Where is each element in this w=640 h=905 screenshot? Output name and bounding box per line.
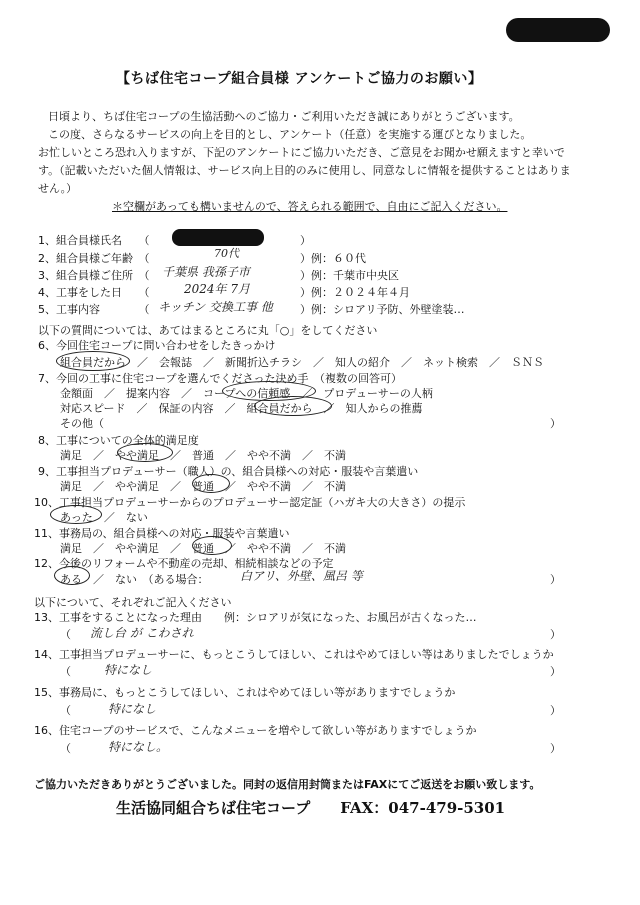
q7-options-1[interactable]: 金額面 ／ 提案内容 ／ コープへの信頼感 ／ プロデューサーの人柄 bbox=[60, 387, 433, 400]
q12-label: 12、今後のリフォームや不動産の売却、相続相談などの予定 bbox=[34, 557, 334, 570]
intro-line: お忙しいところ恐れ入りますが、下記のアンケートにご協力いただき、ご意見をお聞かせ願えますと幸いで bbox=[38, 146, 565, 159]
q12-answer[interactable]: 白アリ、外壁、風呂 等 bbox=[240, 569, 363, 583]
q16-label: 16、住宅コープのサービスで、こんなメニューを増やして欲しい等がありますでしょうか bbox=[34, 724, 477, 737]
intro-line: 日頃より、ちば住宅コープの生協活動へのご協力・ご利用いただき誠にありがとうございます。 bbox=[48, 110, 520, 123]
q16-open: （ bbox=[60, 742, 71, 755]
profile-name-close: ） bbox=[300, 234, 311, 247]
q7-other-close: ） bbox=[550, 417, 561, 430]
q11-selected-circle bbox=[192, 536, 232, 555]
profile-date-example: ）例：２０２４年４月 bbox=[300, 286, 410, 299]
footer-thanks: ご協力いただきありがとうございました。同封の返信用封筒またはFAXにてご返送をお願い致します。 bbox=[34, 778, 541, 791]
intro-line: この度、さらなるサービスの向上を目的とし、アンケート（任意）を実施する運びとなりました。 bbox=[48, 128, 532, 141]
profile-name-label: 1、組合員様氏名 （ bbox=[38, 234, 150, 247]
redacted-header-block bbox=[506, 18, 610, 42]
profile-work-value[interactable]: キッチン 交換工事 他 bbox=[158, 300, 273, 314]
q15-close: ） bbox=[550, 704, 561, 717]
q12-selected-circle bbox=[54, 566, 90, 585]
q15-open: （ bbox=[60, 704, 71, 717]
footer-contact: 生活協同組合ちば住宅コープ FAX：047-479-5301 bbox=[116, 799, 506, 817]
q7-other[interactable]: その他（ bbox=[60, 417, 104, 430]
q16-answer[interactable]: 特になし。 bbox=[108, 740, 169, 754]
intro-line: す。（記載いただいた個人情報は、サービス向上目的のみに使用し、同意なしに情報を提供することはありま bbox=[38, 164, 571, 177]
q8-label: 8、工事についての全体的満足度 bbox=[38, 434, 199, 447]
q13-close: ） bbox=[550, 628, 561, 641]
q10-options[interactable]: あった ／ ない bbox=[60, 511, 148, 524]
section1-heading: 以下の質問については、あてはまるところに丸「○」をしてください bbox=[38, 324, 378, 337]
q9-selected-circle bbox=[192, 474, 230, 493]
q12-options[interactable]: ある ／ ない （ある場合： bbox=[60, 573, 209, 586]
profile-address-example: ）例：千葉市中央区 bbox=[300, 269, 399, 282]
q16-close: ） bbox=[550, 742, 561, 755]
profile-age-label: 2、組合員様ご年齢 （ bbox=[38, 252, 150, 265]
profile-address-value[interactable]: 千葉県 我孫子市 bbox=[162, 265, 250, 279]
q14-label: 14、工事担当プロデューサーに、もっとこうしてほしい、これはやめてほしい等はありましたでしょうか bbox=[34, 648, 554, 661]
q9-label: 9、工事担当プロデューサー（職人）の、組合員様への対応・服装や言葉遣い bbox=[38, 465, 419, 478]
q14-answer[interactable]: 特になし bbox=[104, 663, 153, 677]
profile-address-label: 3、組合員様ご住所 （ bbox=[38, 269, 150, 282]
q6-label: 6、今回住宅コープに問い合わせをしたきっかけ bbox=[38, 339, 276, 352]
section2-heading: 以下について、それぞれご記入ください bbox=[34, 596, 232, 609]
q11-label: 11、事務局の、組合員様への対応・服装や言葉遣い bbox=[34, 527, 290, 540]
q14-close: ） bbox=[550, 665, 561, 678]
q15-answer[interactable]: 特になし bbox=[108, 702, 157, 716]
q7-selected-circle-member bbox=[254, 396, 332, 416]
q9-options[interactable]: 満足 ／ やや満足 ／ 普通 ／ やや不満 ／ 不満 bbox=[60, 480, 346, 493]
note: ＊空欄があっても構いませんので、答えられる範囲で、自由にご記入ください。 bbox=[112, 200, 508, 213]
q15-label: 15、事務局に、もっとこうしてほしい、これはやめてほしい等がありますでしょうか bbox=[34, 686, 456, 699]
profile-work-example: ）例：シロアリ予防、外壁塗装… bbox=[300, 303, 465, 316]
q13-open: （ bbox=[60, 628, 71, 641]
q6-options[interactable]: 組合員だから ／ 会報誌 ／ 新聞折込チラシ ／ 知人の紹介 ／ ネット検索 ／ ＳＮＳ bbox=[60, 356, 544, 369]
profile-age-value[interactable]: 70代 bbox=[214, 247, 239, 260]
redacted-name bbox=[172, 229, 264, 246]
profile-date-value[interactable]: 2024年 7月 bbox=[184, 282, 250, 296]
q11-options[interactable]: 満足 ／ やや満足 ／ 普通 ／ やや不満 ／ 不満 bbox=[60, 542, 346, 555]
q12-close: ） bbox=[550, 573, 561, 586]
q10-label: 10、工事担当プロデューサーからのプロデューサー認定証（ハガキ大の大きさ）の提示 bbox=[34, 496, 466, 509]
q14-open: （ bbox=[60, 665, 71, 678]
profile-age-example: ）例：６０代 bbox=[300, 252, 366, 265]
q13-label: 13、工事をすることになった理由 例：シロアリが気になった、お風呂が古くなった… bbox=[34, 611, 477, 624]
profile-date-label: 4、工事をした日 （ bbox=[38, 286, 150, 299]
q6-selected-circle bbox=[56, 351, 130, 371]
profile-work-label: 5、工事内容 （ bbox=[38, 303, 150, 316]
page-title: 【ちば住宅コープ組合員様 アンケートご協力のお願い】 bbox=[116, 71, 483, 87]
q13-answer[interactable]: 流し台 が こわされ bbox=[90, 626, 194, 640]
q7-options-2[interactable]: 対応スピード ／ 保証の内容 ／ 組合員だから ／ 知人からの推薦 bbox=[60, 402, 423, 415]
q10-selected-circle bbox=[50, 505, 102, 524]
q8-selected-circle bbox=[117, 443, 173, 462]
q7-label: 7、今回の工事に住宅コープを選んでくださった決め手 （複数の回答可） bbox=[38, 372, 402, 385]
intro-line: せん。） bbox=[38, 182, 78, 195]
q8-options[interactable]: 満足 ／ やや満足 ／ 普通 ／ やや不満 ／ 不満 bbox=[60, 449, 346, 462]
